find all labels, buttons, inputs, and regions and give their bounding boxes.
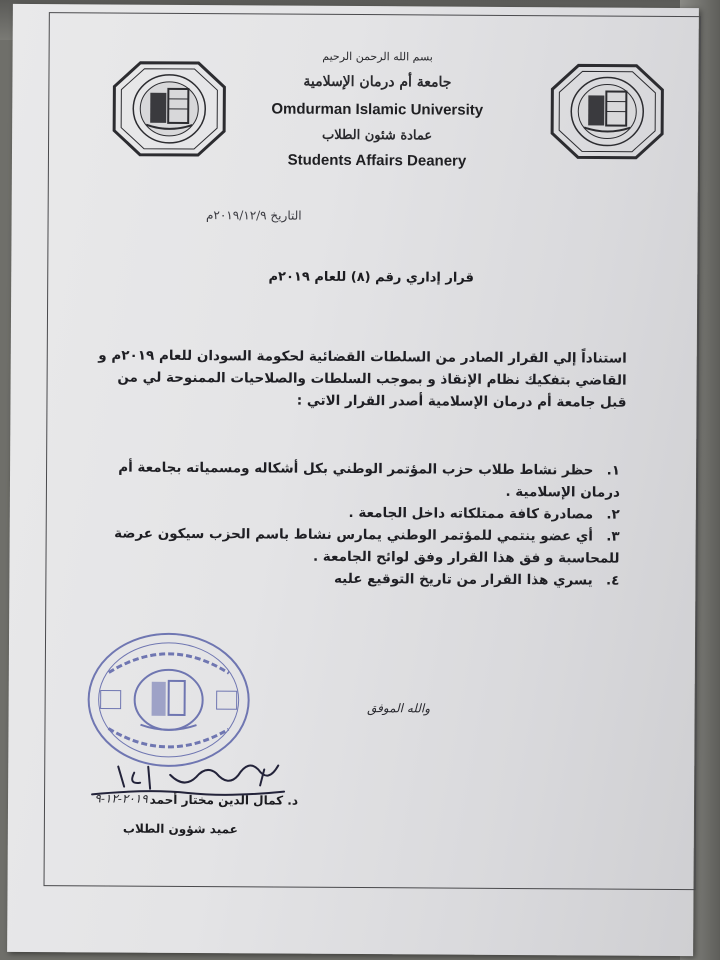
item-number: ٢.	[606, 506, 620, 523]
signer-name: د. كمال الدين مختار أحمد	[149, 792, 299, 808]
decision-item	[99, 566, 619, 591]
signature-date: ٢٠١٩-١٢-٩	[94, 791, 148, 806]
item-text: يسري هذا القرار من تاريخ التوقيع عليه	[333, 570, 593, 589]
official-stamp-icon	[78, 624, 259, 775]
decision-item	[100, 456, 620, 503]
decision-title: قرار إداري رقم (٨) للعام ٢٠١٩م	[268, 269, 474, 286]
university-emblem-left-icon	[110, 59, 229, 160]
deanery-name-arabic: عمادة شئون الطلاب	[321, 127, 433, 144]
item-number: ١.	[606, 462, 621, 479]
university-name-english: Omdurman Islamic University	[271, 100, 484, 119]
item-text: مصادرة كافة ممتلكاته داخل الجامعة .	[348, 504, 594, 523]
closing-phrase: والله الموفق	[367, 701, 431, 716]
signer-title: عميد شؤون الطلاب	[122, 821, 238, 837]
document-date: التاريخ ٢٠١٩/١٢/٩م	[205, 208, 302, 223]
decision-items	[99, 456, 620, 591]
document-page	[7, 4, 699, 956]
item-number: ٣.	[606, 528, 620, 545]
university-emblem-right-icon	[548, 61, 667, 162]
decision-item	[100, 500, 620, 525]
item-text: أي عضو ينتمي للمؤتمر الوطني يمارس نشاط باسم الحزب سيكون عرضة للمحاسبة و فق هذا القرار وفق لوائح الجامعة .	[114, 525, 620, 567]
decision-preamble: استناداً إلي القرار الصادر من السلطات القضائية لحكومة السودان للعام ٢٠١٩م و القاضي بتفكيك نظام الإنقاذ و بموجب السلطات والصلاحيات الممنوحة لي من قبل جامعة أم درمان الإسلامية أصدر القرار الاتي :	[98, 347, 627, 411]
deanery-name-english: Students Affairs Deanery	[287, 151, 467, 170]
item-number: ٤.	[605, 572, 620, 589]
item-text: حظر نشاط طلاب حزب المؤتمر الوطني بكل أشكاله ومسمياته بجامعة أم درمان الإسلامية .	[118, 459, 620, 501]
basmala: بسم الله الرحمن الرحيم	[322, 49, 433, 64]
university-name-arabic: جامعة أم درمان الإسلامية	[303, 73, 452, 91]
decision-item	[99, 522, 619, 569]
